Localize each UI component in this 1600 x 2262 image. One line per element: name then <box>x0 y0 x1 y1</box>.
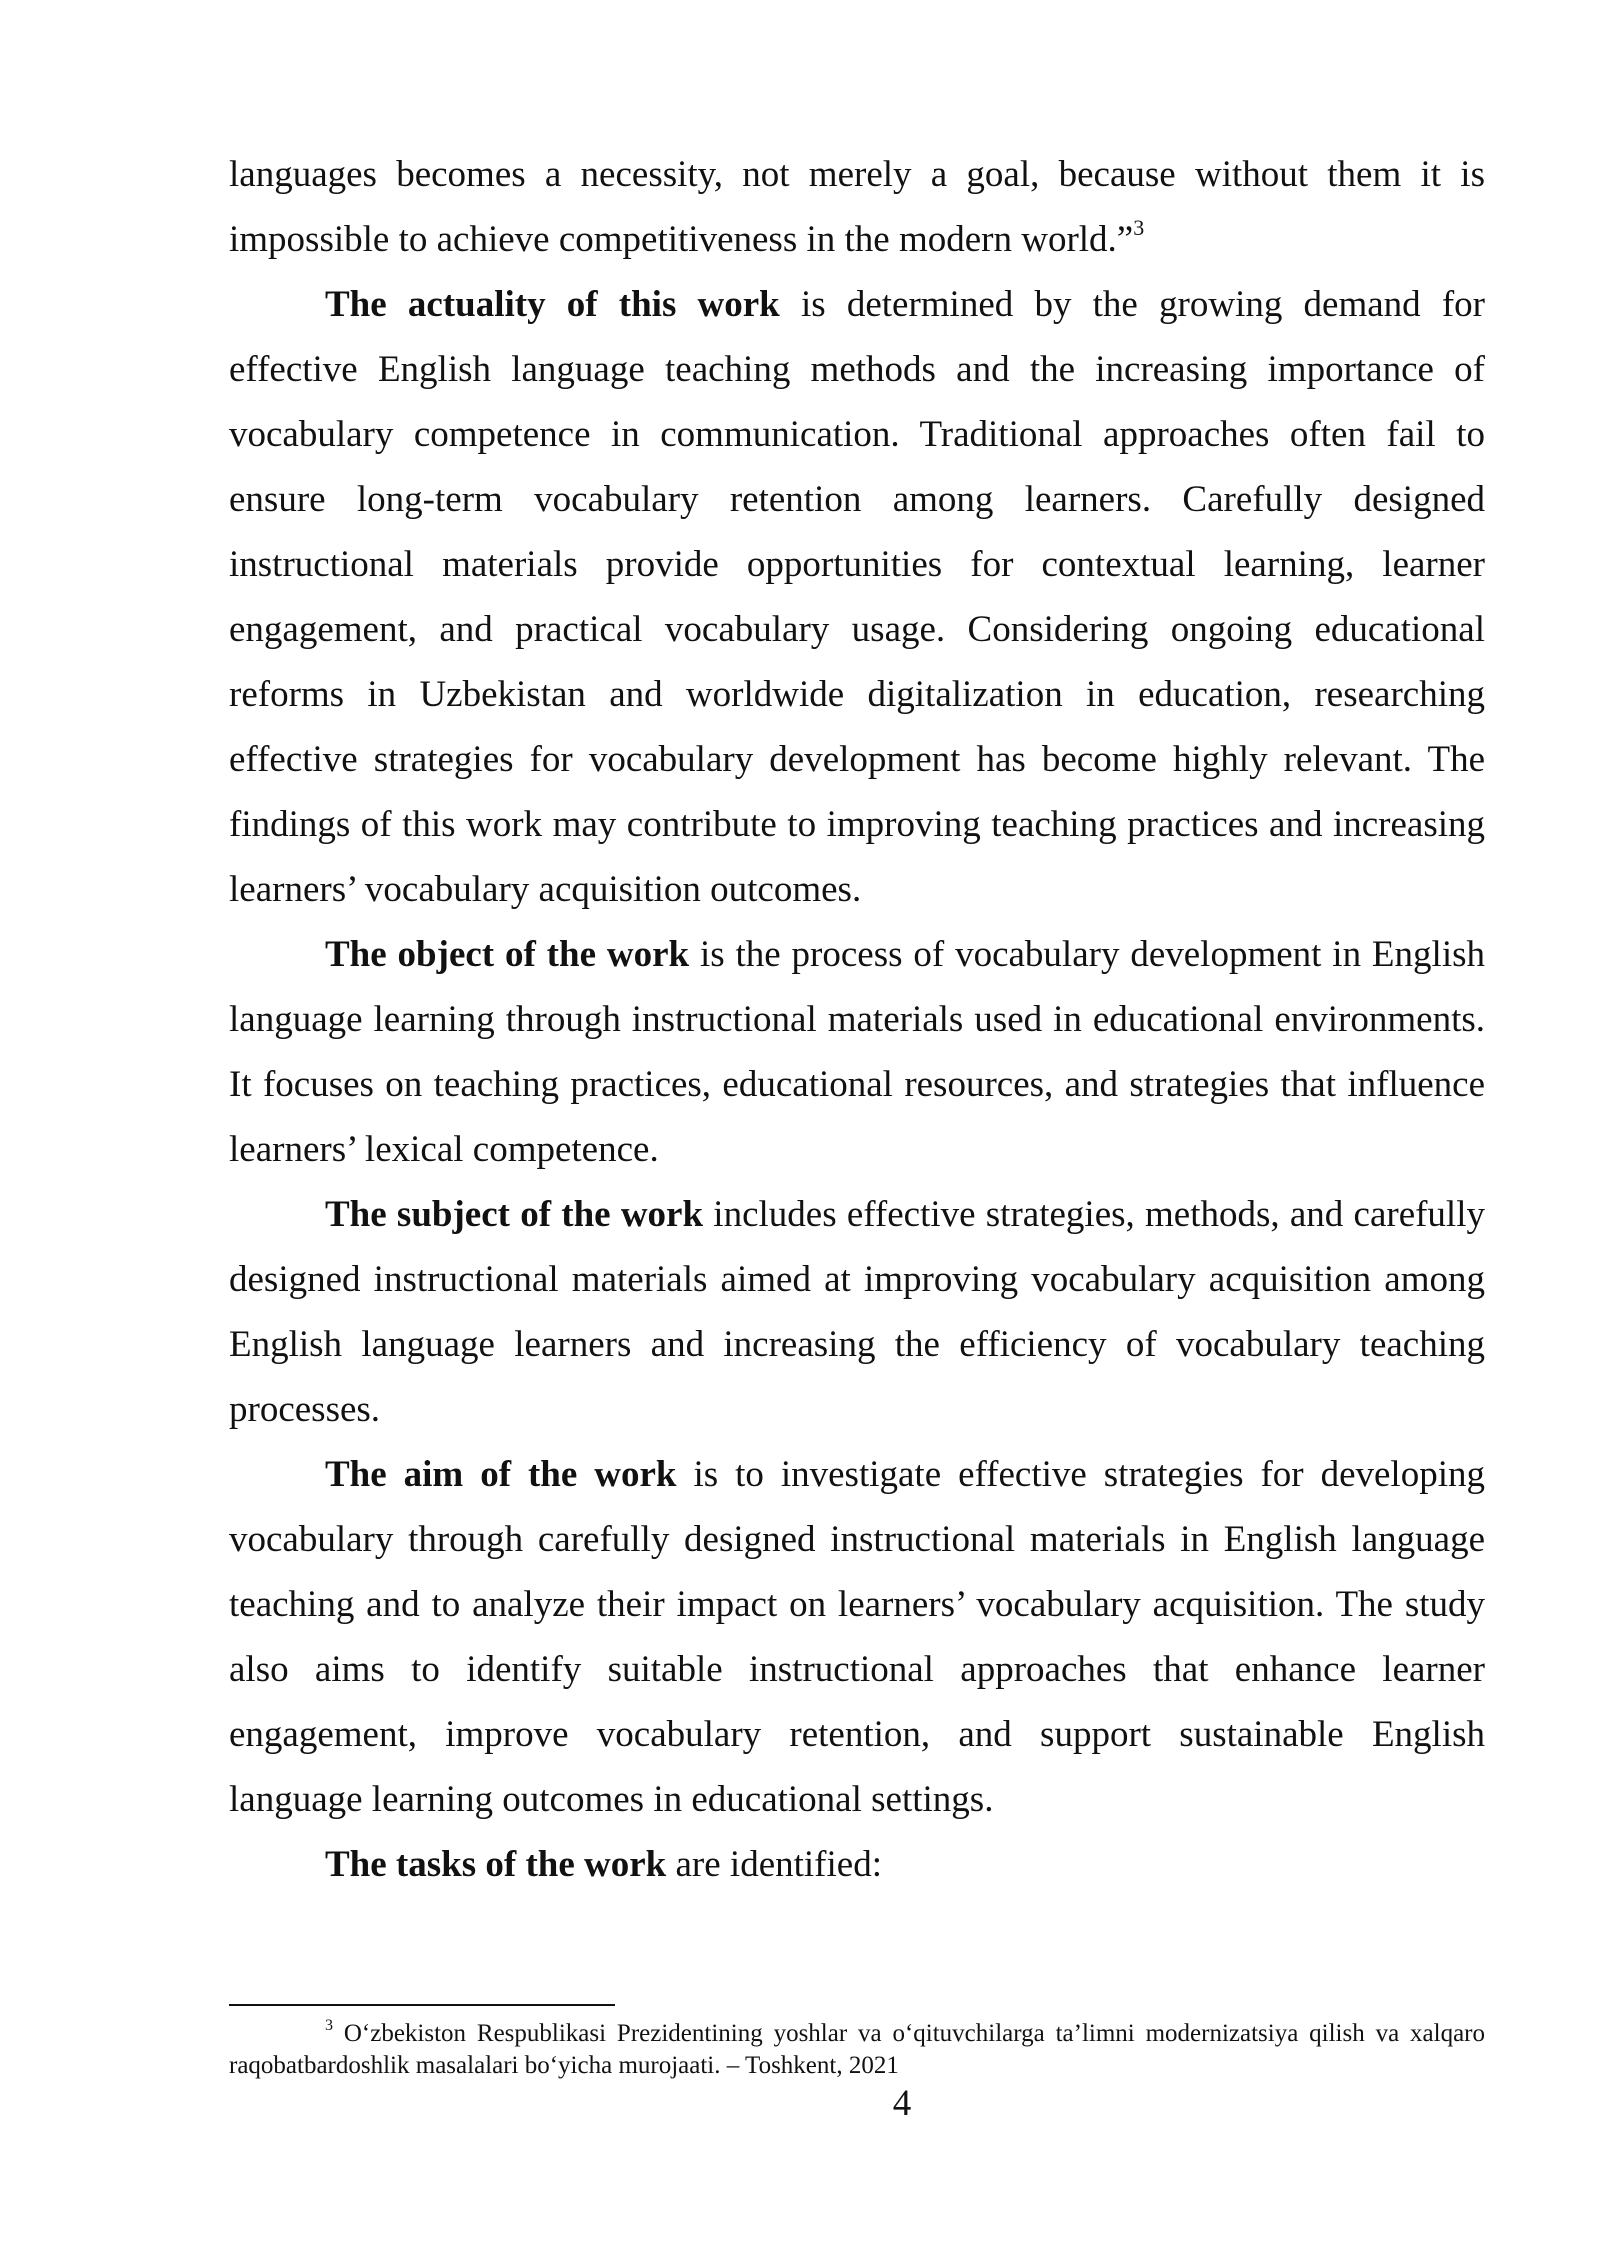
aim-body: is to investigate effective strategies for developing vocabulary through carefully designed instructional materials in English language teaching and to analyze their impact on learners’ vocabulary acquisition. The study also aims to identify suitable instructional approaches that enhance learner engagement, improve vocabulary retention, and support sustainable English language learning outcomes in educational settings. <box>229 1454 1485 1820</box>
main-text <box>229 142 1485 1897</box>
page-number: 4 <box>892 2083 912 2124</box>
object-paragraph <box>229 922 1485 1182</box>
subject-body: includes effective strategies, methods, and carefully designed instructional materials aimed at improving vocabulary acquisition among English language learners and increasing the efficiency of vocabulary teaching processes. <box>229 1194 1485 1430</box>
aim-paragraph <box>229 1442 1485 1832</box>
tasks-heading: The tasks of the work <box>325 1844 667 1885</box>
footnote-text: O‘zbekiston Respublikasi Prezidentining yoshlar va o‘qituvchilarga ta’limni modernizatsiya qilish va xalqaro raqobatbardoshlik masalalari bo‘yicha murojaati. – Toshkent, 2021 <box>229 2020 1485 2079</box>
actuality-body: is determined by the growing demand for effective English language teaching methods and the increasing importance of vocabulary competence in communication. Traditional approaches often fail to ensure long-term vocabulary retention among learners. Carefully designed instructional materials provide opportunities for contextual learning, learner engagement, and practical vocabulary usage. Considering ongoing educational reforms in Uzbekistan and worldwide digitalization in education, researching effective strategies for vocabulary development has become highly relevant. The findings of this work may contribute to improving teaching practices and increasing learners’ vocabulary acquisition outcomes. <box>229 284 1485 910</box>
aim-heading: The aim of the work <box>325 1454 677 1495</box>
intro-paragraph <box>229 142 1485 272</box>
object-heading: The object of the work <box>325 934 690 975</box>
actuality-paragraph <box>229 272 1485 922</box>
subject-paragraph <box>229 1182 1485 1442</box>
actuality-heading: The actuality of this work <box>325 284 780 325</box>
footnote-separator <box>229 2004 615 2006</box>
footnote-reference[interactable]: 3 <box>1133 214 1145 240</box>
object-body: is the process of vocabulary development in English language learning through instructional materials used in educational environments. It focuses on teaching practices, educational resources, and strategies that influence learners’ lexical competence. <box>229 934 1485 1170</box>
footnote <box>229 2018 1485 2082</box>
tasks-body: are identified: <box>666 1844 882 1885</box>
tasks-paragraph <box>229 1832 1485 1897</box>
subject-heading: The subject of the work <box>325 1194 704 1235</box>
footnote-number: 3 <box>325 2016 333 2034</box>
intro-text: languages becomes a necessity, not merely a goal, because without them it is impossible to achieve competitiveness in the modern world.” <box>229 154 1485 260</box>
